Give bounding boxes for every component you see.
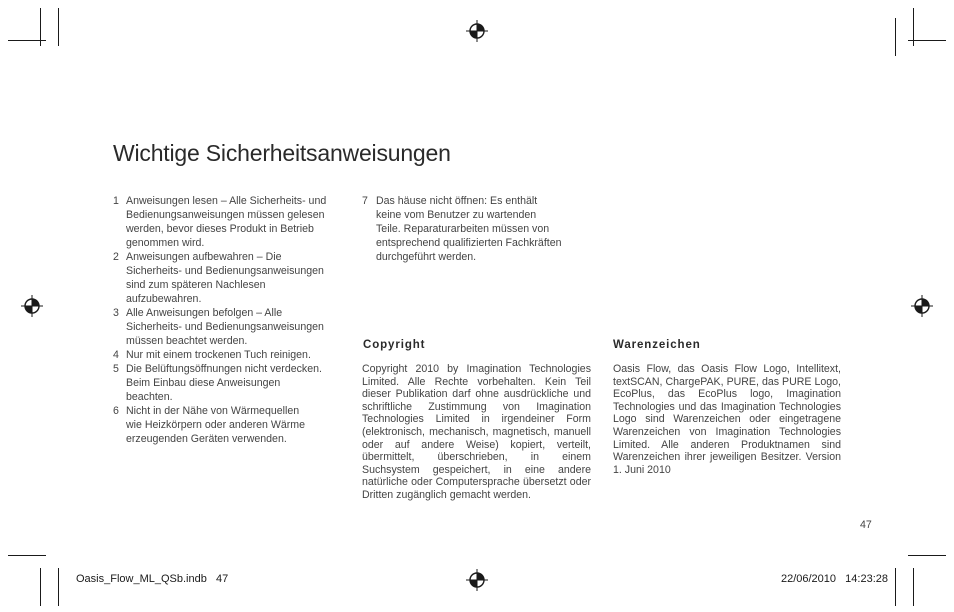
crop-mark [895,568,896,606]
crop-mark [8,555,46,556]
item-line: Bedienungsanweisungen müssen gelesen [126,209,325,221]
list-item [113,404,343,446]
item-line: werden, bevor dieses Produkt in Betrieb [126,223,314,235]
item-line: Alle Anweisungen befolgen – Alle [126,307,283,319]
item-number: 7 [362,195,368,207]
item-line: Teile. Reparaturarbeiten müssen von [376,223,550,235]
page-number: 47 [860,519,872,531]
page-title: Wichtige Sicherheitsanweisungen [113,140,451,166]
item-line: beachten. [126,391,173,403]
trademarks-text: Oasis Flow, das Oasis Flow Logo, Intellitext, textSCAN, ChargePAK, PURE, das PURE Logo, EcoPlus, das EcoPlus logo, Imagination Technologies und das Imagination Technologies Logo sind Warenzeichen oder eingetragene Warenzeichen von Imagination Technologies Limited. Alle anderen Produktnamen sind Warenzeichen ihrer jeweiligen Besitzer. Version 1. Juni 2010 [613,363,841,476]
footer-timestamp: 22/06/2010 14:23:28 [780,573,888,585]
instructions-list-mid [362,194,577,264]
list-item [362,194,577,264]
item-line: genommen wird. [126,237,205,249]
registration-mark-icon [466,569,488,591]
crop-mark [58,8,59,46]
item-line: müssen beachtet werden. [126,335,248,347]
list-item [113,306,343,348]
item-line: Nicht in der Nähe von Wärmequellen [126,405,300,417]
list-item [113,194,343,250]
crop-mark [913,8,914,46]
crop-mark [913,568,914,606]
trademarks-heading: Warenzeichen [613,339,701,351]
item-line: Anweisungen lesen – Alle Sicherheits- und [126,195,327,207]
crop-mark [40,8,41,46]
item-line: keine vom Benutzer zu wartenden [376,209,537,221]
crop-mark [895,18,896,56]
crop-mark [908,555,946,556]
footer-filename: Oasis_Flow_ML_QSb.indb 47 [76,573,229,585]
registration-mark-icon [911,295,933,317]
item-number: 2 [113,251,119,263]
copyright-text: Copyright 2010 by Imagination Technologies Limited. Alle Rechte vorbehalten. Kein Teil dieser Publikation darf ohne ausdrückliche und schriftliche Zustimmung von Imagination Technologies Limited in irgendeiner Form (elektronisch, mechanisch, magnetisch, manuell oder auf andere Weise) kopiert, verteilt, übermittelt, überschrieben, in einem Suchsystem gespeichert, in eine andere natürliche oder Computersprache übersetzt oder Dritten zugänglich gemacht werden. [362,363,591,501]
crop-mark [58,568,59,606]
item-number: 4 [113,349,119,361]
item-line: sind zum späteren Nachlesen [126,279,266,291]
item-line: Nur mit einem trockenen Tuch reinigen. [126,349,311,361]
instructions-list-left [113,194,343,446]
item-number: 5 [113,363,119,375]
item-line: wie Heizkörpern oder anderen Wärme [126,419,305,431]
item-line: Anweisungen aufbewahren – Die [126,251,282,263]
item-number: 1 [113,195,119,207]
item-line: durchgeführt werden. [376,251,477,263]
list-item [113,250,343,306]
list-item [113,362,343,404]
item-line: Beim Einbau diese Anweisungen [126,377,281,389]
item-line: entsprechend qualifizierten Fachkräften [376,237,562,249]
item-line: Die Belüftungsöffnungen nicht verdecken. [126,363,322,375]
item-number: 3 [113,307,119,319]
list-item [113,348,343,362]
item-line: Sicherheits- und Bedienungsanweisungen [126,265,324,277]
crop-mark [40,568,41,606]
item-line: Das häuse nicht öffnen: Es enthält [376,195,538,207]
item-number: 6 [113,405,119,417]
registration-mark-icon [21,295,43,317]
item-line: aufzubewahren. [126,293,202,305]
item-line: Sicherheits- und Bedienungsanweisungen [126,321,324,333]
copyright-heading: Copyright [363,339,426,351]
registration-mark-icon [466,20,488,42]
item-line: erzeugenden Geräten verwenden. [126,433,287,445]
